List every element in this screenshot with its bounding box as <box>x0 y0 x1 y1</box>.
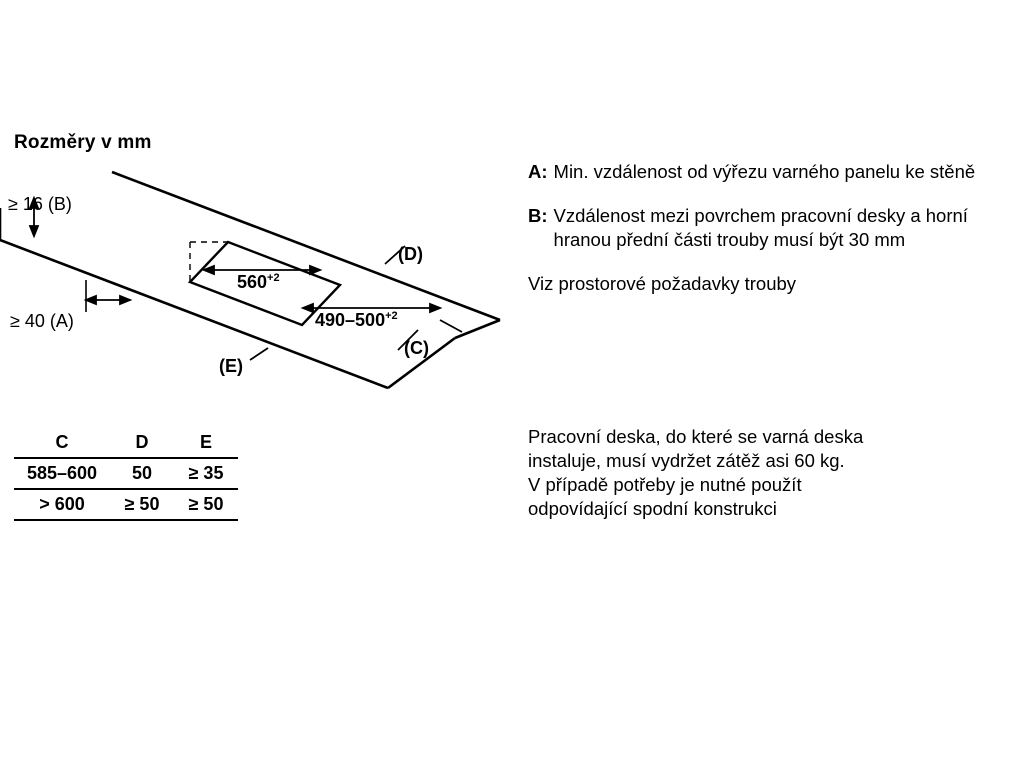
cutout-depth-value: 490–500 <box>315 310 386 330</box>
note-a <box>528 160 998 184</box>
note-oven-space: Viz prostorové požadavky trouby <box>528 273 797 295</box>
table-cell-d: 50 <box>110 458 174 489</box>
worktop-right-edge <box>455 320 500 338</box>
table-cell-c: 585–600 <box>14 458 110 489</box>
worktop-load-line-3: V případě potřeby je nutné použít <box>528 474 802 496</box>
label-marker-d: (D) <box>398 244 423 264</box>
cutout-depth-tolerance: +2 <box>385 310 398 322</box>
worktop-back-edge <box>112 172 500 320</box>
note-b-text: Vzdálenost mezi povrchem pracovní desky a horní hranou přední části trouby musí být 30 mm <box>553 205 968 251</box>
dim-a-arrow-right <box>120 296 130 304</box>
cutout-width-tolerance: +2 <box>267 272 280 284</box>
table-row <box>14 489 238 520</box>
table-header-c: C <box>14 428 110 458</box>
note-a-key: A: <box>528 161 548 182</box>
table-header-e: E <box>174 428 238 458</box>
note-a-text: Min. vzdálenost od výřezu varného panelu ke stěně <box>553 161 976 182</box>
leader-e <box>250 348 268 360</box>
label-marker-e: (E) <box>219 356 243 376</box>
table-cell-d: ≥ 50 <box>110 489 174 520</box>
dimensions-table <box>14 428 238 521</box>
dim-b-arrow-down <box>30 226 38 236</box>
label-cutout-depth <box>315 310 398 331</box>
worktop-load-line-2: instaluje, musí vydržet zátěž asi 60 kg. <box>528 450 845 472</box>
note-b <box>528 204 998 252</box>
label-b-distance: ≥ 16 (B) <box>8 194 72 214</box>
table-cell-c: > 600 <box>14 489 110 520</box>
table-cell-e: ≥ 35 <box>174 458 238 489</box>
label-cutout-width <box>237 272 280 293</box>
dim-a-arrow-left <box>86 296 96 304</box>
worktop-load-line-1: Pracovní deska, do které se varná deska <box>528 426 864 447</box>
dim-490-arrow-left <box>303 304 313 312</box>
note-b-key: B: <box>528 205 548 227</box>
worktop-load-note <box>528 425 998 521</box>
table-cell-e: ≥ 50 <box>174 489 238 520</box>
worktop-load-line-4: odpovídající spodní konstrukci <box>528 498 777 520</box>
leader-c2 <box>440 320 462 332</box>
label-a-distance: ≥ 40 (A) <box>10 311 74 331</box>
dim-560-arrow-right <box>310 266 320 274</box>
table-header-row <box>14 428 238 458</box>
cutout-width-value: 560 <box>237 272 268 292</box>
page-title: Rozměry v mm <box>14 132 152 153</box>
notes-list <box>528 160 998 318</box>
dim-490-arrow-right <box>430 304 440 312</box>
label-marker-c: (C) <box>404 338 429 358</box>
table-row <box>14 458 238 489</box>
table-header-d: D <box>110 428 174 458</box>
